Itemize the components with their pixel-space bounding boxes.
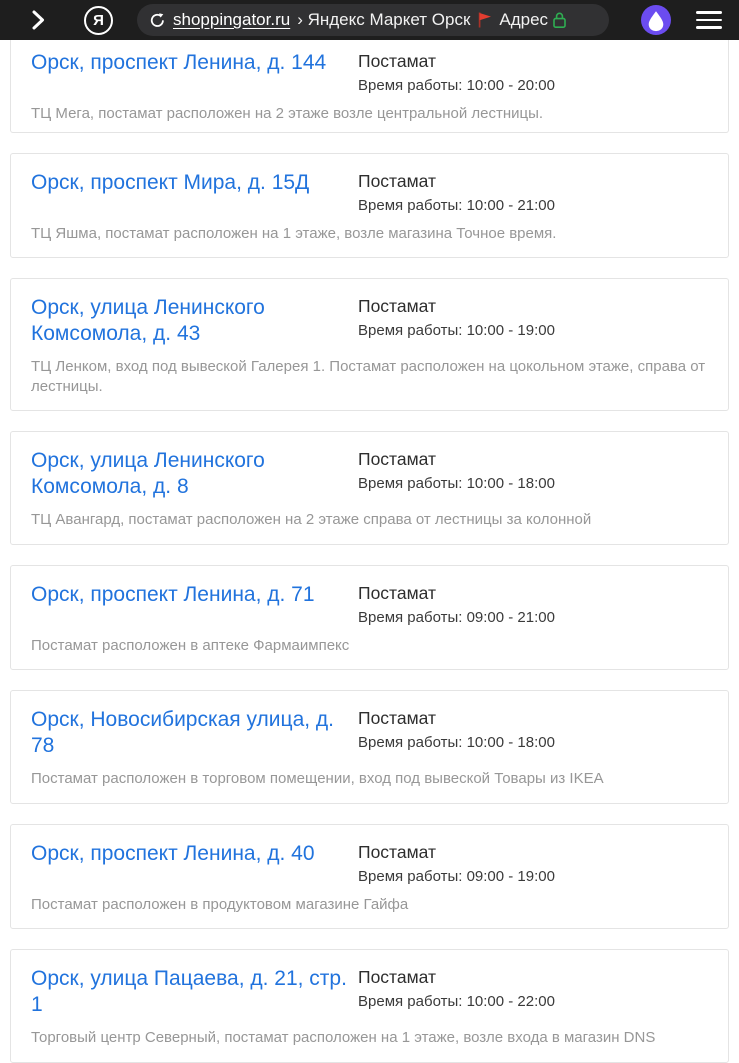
locker-hours: Время работы: 09:00 - 19:00 xyxy=(358,867,555,885)
red-flag-icon xyxy=(477,11,492,29)
locker-hours: Время работы: 10:00 - 18:00 xyxy=(358,734,555,752)
locker-address-link[interactable]: Орск, проспект Ленина, д. 40 xyxy=(31,841,315,865)
locker-card xyxy=(10,565,729,671)
locker-hours: Время работы: 10:00 - 18:00 xyxy=(358,475,555,493)
hamburger-icon xyxy=(696,26,722,29)
locker-type-label: Постамат xyxy=(358,841,437,862)
locker-address-link[interactable]: Орск, Новосибирская улица, д. 78 xyxy=(31,708,335,758)
locker-description: ТЦ Яшма, постамат расположен на 1 этаже, возле магазина Точное время. xyxy=(31,224,557,242)
reload-icon[interactable] xyxy=(149,12,166,29)
locker-card xyxy=(10,690,729,804)
url-path: › Яндекс Маркет Орск xyxy=(297,10,471,29)
chevron-right-icon xyxy=(30,9,46,31)
locker-hours: Время работы: 10:00 - 21:00 xyxy=(358,196,555,214)
locker-hours: Время работы: 10:00 - 19:00 xyxy=(358,322,555,339)
yandex-logo[interactable] xyxy=(84,6,113,35)
locker-type-label: Постамат xyxy=(358,170,437,191)
locker-card xyxy=(10,278,729,411)
url-suffix: Адрес xyxy=(499,10,549,29)
locker-address-link[interactable]: Орск, проспект Мира, д. 15Д xyxy=(31,170,310,194)
locker-description: Торговый центр Северный, постамат расположен на 1 этаже, возле входа в магазин DNS xyxy=(31,1029,656,1047)
locker-address-link[interactable]: Орск, улица Пацаева, д. 21, стр. 1 xyxy=(31,967,347,1017)
locker-card xyxy=(10,40,729,133)
locker-card xyxy=(10,431,729,545)
lock-icon[interactable] xyxy=(552,11,567,29)
locker-type-label: Постамат xyxy=(358,296,437,316)
locker-type-label: Постамат xyxy=(358,708,437,729)
hamburger-icon xyxy=(696,19,722,22)
locker-type-label: Постамат xyxy=(358,967,437,988)
locker-address-link[interactable]: Орск, улица Ленинского Комсомола, д. 8 xyxy=(31,449,265,499)
browser-top-bar xyxy=(0,0,739,40)
yandex-logo-letter: Я xyxy=(93,11,104,29)
locker-address-link[interactable]: Орск, улица Ленинского Комсомола, д. 43 xyxy=(31,296,265,346)
locker-type-label: Постамат xyxy=(358,449,437,470)
locker-type-label: Постамат xyxy=(358,582,437,603)
alice-assistant-button[interactable] xyxy=(641,5,671,35)
alice-icon xyxy=(641,5,671,35)
url-host: shoppingator.ru xyxy=(173,10,291,29)
locker-hours: Время работы: 09:00 - 21:00 xyxy=(358,608,555,626)
locker-hours: Время работы: 10:00 - 22:00 xyxy=(358,993,555,1011)
forward-button[interactable] xyxy=(30,9,48,31)
locker-type-label: Постамат xyxy=(358,51,437,71)
locker-hours: Время работы: 10:00 - 20:00 xyxy=(358,77,555,94)
locker-description: Постамат расположен в аптеке Фармаимпекс xyxy=(31,636,350,654)
locker-description: Постамат расположен в торговом помещении, вход под вывеской Товары из IKEA xyxy=(31,770,604,788)
locker-list xyxy=(0,40,739,1063)
locker-description: ТЦ Ленком, вход под вывеской Галерея 1. Постамат расположен на цокольном этаже, справа от лестницы. xyxy=(31,358,706,395)
locker-address-link[interactable]: Орск, проспект Ленина, д. 71 xyxy=(31,582,315,606)
locker-description: ТЦ Мега, постамат расположен на 2 этаже возле центральной лестницы. xyxy=(31,105,544,122)
locker-address-link[interactable]: Орск, проспект Ленина, д. 144 xyxy=(31,51,327,74)
locker-description: Постамат расположен в продуктовом магазине Гайфа xyxy=(31,895,409,913)
address-bar[interactable] xyxy=(137,4,609,36)
locker-description: ТЦ Авангард, постамат расположен на 2 этаже справа от лестницы за колонной xyxy=(31,511,592,529)
locker-card xyxy=(10,824,729,930)
menu-button[interactable] xyxy=(696,11,722,29)
hamburger-icon xyxy=(696,11,722,14)
locker-card xyxy=(10,949,729,1063)
locker-card xyxy=(10,153,729,259)
